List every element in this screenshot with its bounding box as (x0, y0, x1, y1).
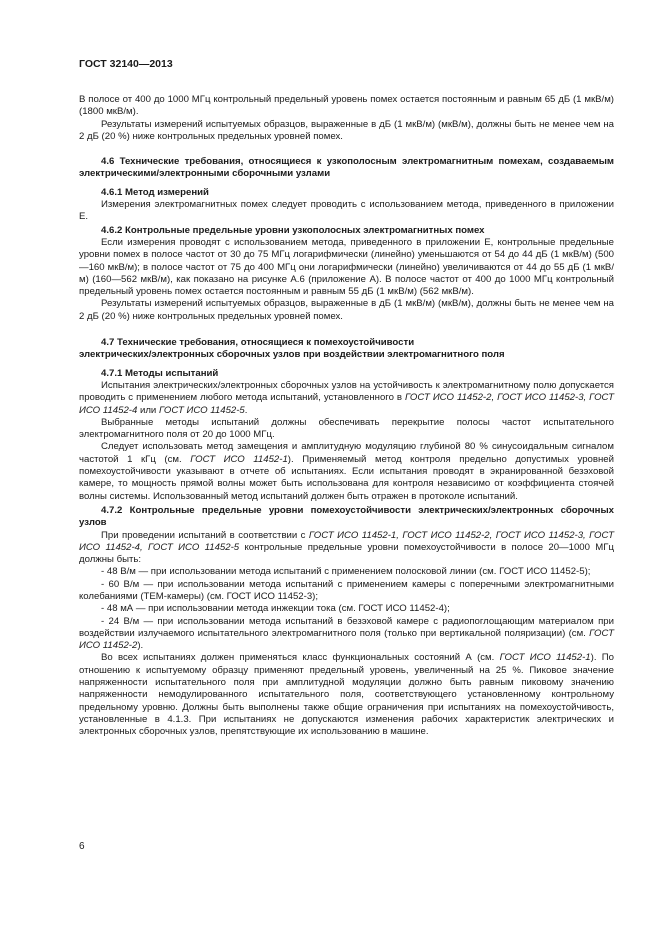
document-header: ГОСТ 32140—2013 (79, 58, 173, 70)
text-run: ). По отношению к испытуемому образцу применяют предельный уровень, увеличенный на 25 %. Пиковое значение напряженности испытательного поля при амплитудной модуляции должно быть равным пиковому значению напряженности немодулированного испытательного поля, соответствующего установленному контрольному предельному уровню. Должны быть выполнены также общие ограничения при испытаниях на помехоустойчивость, установленные в 4.1.3. При испытаниях не допускаются изменения рабочих характеристик электрических и электронных сборочных узлов, препятствующие их использованию в машине. (79, 652, 615, 738)
list-item: - 48 В/м — при использовании метода испытаний с применением полосковой линии (см. ГОСТ ИСО 11452-5); (101, 566, 591, 578)
section-heading-4-7 (79, 337, 614, 362)
section-heading-4-6: 4.6 Технические требования, относящиеся к узкополосным электромагнитным помехам, создаваемым электрическими/электронными сборочными узлами (79, 156, 614, 180)
text-run: ). (137, 640, 144, 652)
text-run: Испытания электрических/электронных сборочных узлов на устойчивость к электромагнитному полю допускается проводить с применением любого метода испытаний, установленного в (79, 379, 614, 404)
subsection-heading-4-6-2: 4.6.2 Контрольные предельные уровни узкополосных электромагнитных помех (101, 224, 485, 236)
list-item: - 60 В/м — при использовании метода испытаний с применением камеры с поперечными электромагнитными колебаниями (ТЕМ-камеры) (см. ГОСТ ИСО 11452-3); (79, 578, 614, 602)
section-heading-4-7-line2: электрических/электронных сборочных узлов при воздействии электромагнитного поля (79, 349, 505, 361)
standard-reference: ГОСТ ИСО 11452-2 (79, 627, 614, 652)
standard-reference: ГОСТ ИСО 11452-1 (499, 652, 591, 664)
text-run: . (244, 404, 248, 416)
subsection-heading-4-7-1: 4.7.1 Методы испытаний (101, 367, 219, 379)
text-run: При проведении испытаний в соответствии с (101, 529, 309, 541)
standard-reference: ГОСТ ИСО 11452-1, ГОСТ ИСО 11452-2, ГОСТ ИСО 11452-3, ГОСТ ИСО 11452-4, ГОСТ ИСО 11452-5 (79, 529, 614, 553)
text-run: - 24 В/м — при использовании метода испытаний в безэховой камере с радиопоглощающим материалом при воздействии излучаемого испытательного электромагнитного поля (только при вертикальной поляризации) (см. (79, 615, 614, 639)
text-run: контрольные предельные уровни помехоустойчивости в полосе 20—1000 МГц должны быть: (79, 541, 614, 566)
section-heading-4-7-line1: 4.7 Технические требования, относящиеся к помехоустойчивости (101, 337, 415, 349)
paragraph: Выбранные методы испытаний должны обеспечивать перекрытие полосы частот испытательного электромагнитного поля от 20 до 1000 МГц. (79, 416, 614, 441)
paragraph (79, 441, 614, 502)
paragraph (79, 530, 614, 567)
list-item (79, 616, 614, 653)
list-item: - 48 мА — при использовании метода инжекции тока (см. ГОСТ ИСО 11452-4); (101, 603, 450, 615)
text-run: ). Применяемый метод контроля предельно допустимых уровней помехоустойчивости указывают в отчете об испытаниях. Если испытания проводят в экранированной безэховой камере, то мощность прямой волны может быть использована для контроля независимо от коэффициента стоячей волны системы. Использованный метод испытаний должен быть отражен в протоколе испытаний. (79, 453, 614, 502)
paragraph: Результаты измерений испытуемых образцов, выраженные в дБ (1 мкВ/м) (мкВ/м), должны быть не менее чем на 2 дБ (20 %) ниже контрольных предельных уровней помех. (79, 118, 614, 142)
text-run: Следует использовать метод замещения и амплитудную модуляцию глубиной 80 % синусоидальным сигналом частотой 1 кГц (см. (79, 441, 614, 465)
paragraph: В полосе от 400 до 1000 МГц контрольный предельный уровень помех остается постоянным и равным 65 дБ (1 мкВ/м) (1800 мкВ/м). (79, 94, 614, 118)
text-run: Во всех испытаниях должен применяться класс функциональных состояний А (см. (101, 652, 500, 664)
text-run: или (137, 404, 159, 416)
page-number: 6 (79, 841, 85, 852)
paragraph (79, 652, 614, 738)
standard-reference: ГОСТ ИСО 11452-1 (190, 453, 288, 465)
standard-reference: ГОСТ ИСО 11452-2, ГОСТ ИСО 11452-3, ГОСТ ИСО 11452-4 (79, 392, 615, 416)
subsection-heading-4-7-2: 4.7.2 Контрольные предельные уровни помехоустойчивости электрических/электронных сборочных узлов (79, 504, 614, 529)
page-body (79, 94, 614, 739)
standard-reference: ГОСТ ИСО 11452-5 (158, 404, 245, 416)
paragraph: Если измерения проводят с использованием метода, приведенного в приложении Е, контрольные предельные уровни помех в полосе частот от 30 до 75 МГц логарифмически (линейно) уменьшаются от 54 до 44 дБ (1 мкВ/м) (500—160 мкВ/м); в полосе частот от 75 до 400 МГц они логарифмически (линейно) увеличиваются от 44 до 55 дБ (1 мкВ/м) (160—562 мкВ/м), как показано на рисунке А.6 (приложение А). В полосе частот от 400 до 1000 МГц контрольный предельный уровень помех остается постоянным и равным 55 дБ (1 мкВ/м) (562 мкВ/м). (79, 236, 614, 298)
paragraph: Измерения электромагнитных помех следует проводить с использованием метода, приведенного в приложении Е. (79, 199, 614, 223)
paragraph: Результаты измерений испытуемых образцов, выраженные в дБ (1 мкВ/м) (мкВ/м), должны быть не менее чем на 2 дБ (20 %) ниже контрольных предельных уровней помех. (79, 298, 614, 322)
paragraph (79, 380, 614, 417)
subsection-heading-4-6-1: 4.6.1 Метод измерений (101, 186, 209, 198)
